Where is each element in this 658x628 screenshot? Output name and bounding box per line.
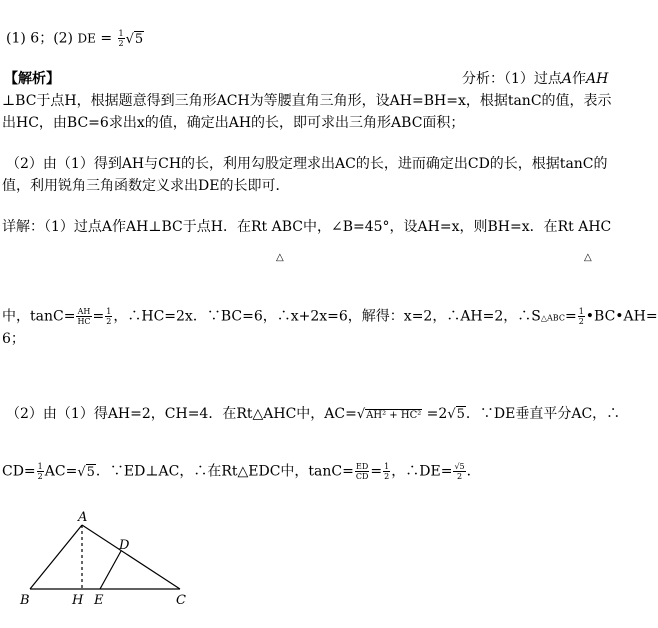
- analysis-line3: 出HC，由BC=6求出x的值，确定出AH的长，即可求出三角形ABC面积；: [2, 115, 465, 131]
- answer-de: DE: [77, 31, 96, 46]
- segment-de: [100, 551, 121, 589]
- detail-line3: 6；: [2, 331, 25, 347]
- triangle-mark-2: △: [584, 252, 592, 263]
- label-b: B: [20, 593, 30, 608]
- analysis-line2: ⊥BC于点H，根据题意得到三角形ACH为等腰直角三角形，设AH=BH=x，根据tanC的值，表示: [2, 93, 612, 109]
- detail-line2: 中，tanC= $\frac{AH}{HC}$ = $\frac{1}{2}$ ，∴HC=2x．∵BC=6，∴x+2x=6，解得：x=2，∴AH=2，∴S△ABC= $\frac{1}{2}$ •BC•AH=: [2, 307, 658, 326]
- analysis-line4: （2）由（1）得到AH与CH的长，利用勾股定理求出AC的长，进而确定出CD的长，根据tanC的: [6, 156, 608, 172]
- label-d: D: [119, 538, 130, 553]
- answer-sqrt5: √5: [125, 31, 144, 47]
- analysis-header: 【解析】: [4, 71, 60, 87]
- analysis-line5: 值，利用锐角三角函数定义求出DE的长即可．: [2, 178, 290, 194]
- label-c: C: [176, 593, 186, 608]
- answer-eq: =: [95, 30, 117, 47]
- triangle-mark-1: △: [276, 252, 284, 263]
- label-e: E: [94, 593, 104, 608]
- detail-part2-line1: （2）由（1）得AH=2，CH=4．在Rt△AHC中，AC=√AH² + HC² =2√5．∵DE垂直平分AC，∴: [6, 406, 621, 422]
- answer-part1: (1) 6；(2): [6, 30, 78, 47]
- label-a: A: [78, 510, 88, 525]
- detail-part2-line2: CD= $\frac{1}{2}$ AC=√5．∵ED⊥AC，∴在Rt△EDC中，tanC= $\frac{ED}{CD}$ = $\frac{1}{2}$ ，∴DE= $\frac{√5}{2}$ ．: [2, 462, 481, 481]
- segment-ac: [82, 525, 180, 589]
- detail-line1: 详解：（1）过点A作AH⊥BC于点H．在Rt ABC中，∠B=45°，设AH=x，则BH=x．在Rt AHC: [2, 219, 612, 235]
- segment-ab: [30, 525, 82, 589]
- label-h: H: [72, 593, 84, 608]
- answer-half: $\frac{1}{2}$: [118, 29, 124, 48]
- analysis-prefix: 分析：（1）过点A作AH: [462, 71, 609, 87]
